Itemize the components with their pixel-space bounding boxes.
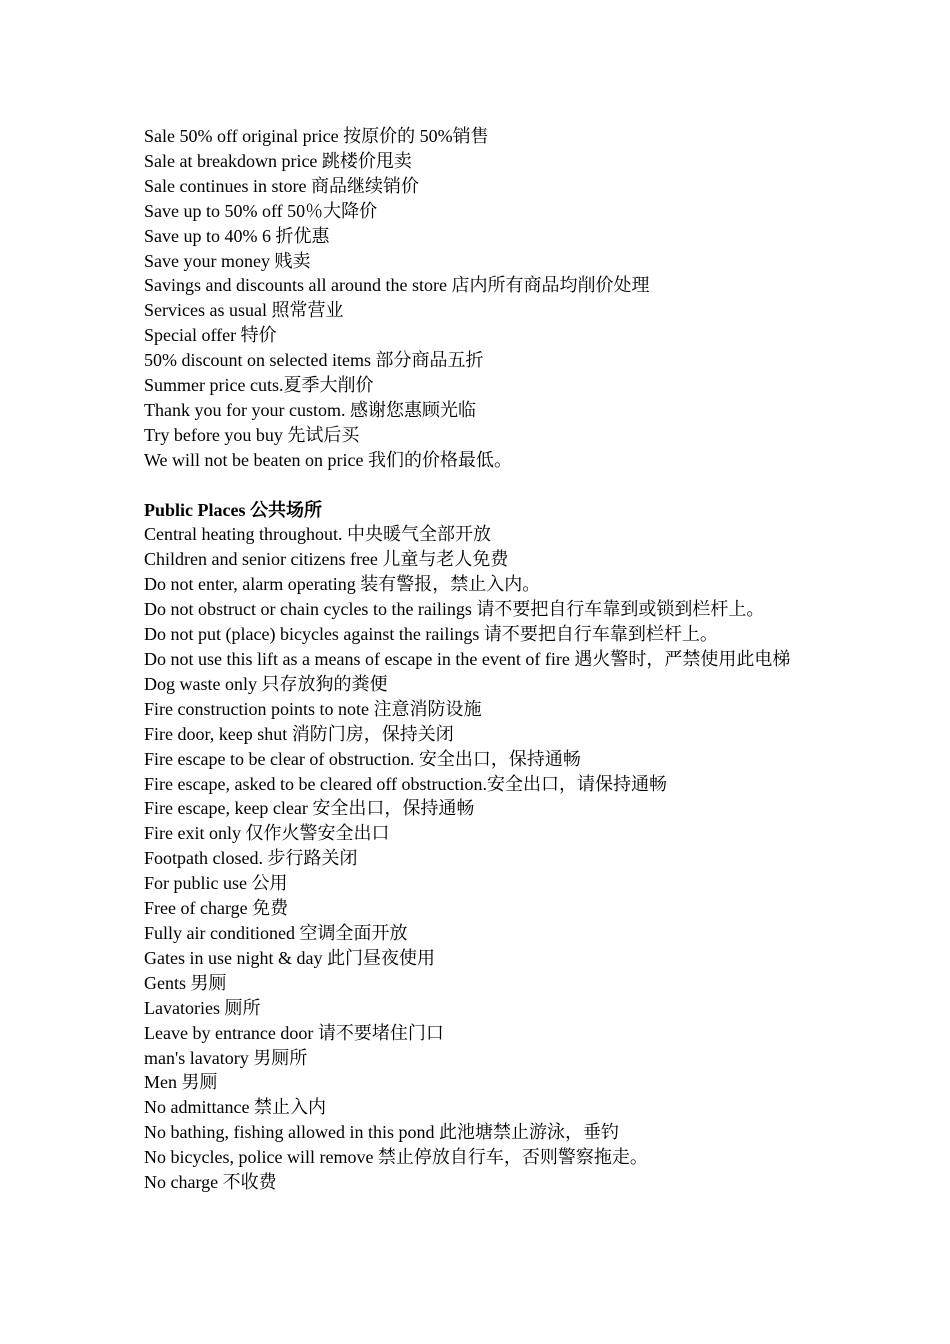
phrase-line: Sale at breakdown price 跳楼价甩卖 <box>144 150 412 171</box>
phrase-line: No bicycles, police will remove 禁止停放自行车，否则警察拖走。 <box>144 1147 648 1168</box>
phrase-line: Save up to 40% 6 折优惠 <box>144 225 330 246</box>
phrase-line: Savings and discounts all around the store 店内所有商品均削价处理 <box>144 275 650 296</box>
phrase-line: Fire door, keep shut 消防门房，保持关闭 <box>144 723 454 744</box>
phrase-line: Services as usual 照常营业 <box>144 300 344 321</box>
phrase-line: Dog waste only 只存放狗的粪便 <box>144 673 388 694</box>
phrase-line: Sale 50% off original price 按原价的 50%销售 <box>144 126 489 146</box>
phrase-line: We will not be beaten on price 我们的价格最低。 <box>144 449 512 470</box>
phrase-line: Do not obstruct or chain cycles to the railings 请不要把自行车靠到或锁到栏杆上。 <box>144 599 765 620</box>
phrase-line: Fire escape, asked to be cleared off obstruction.安全出口，请保持通畅 <box>144 773 668 794</box>
phrase-line: Summer price cuts.夏季大削价 <box>144 375 374 396</box>
section-heading: Public Places 公共场所 <box>144 499 322 520</box>
phrase-line: Fire exit only 仅作火警安全出口 <box>144 823 390 844</box>
phrase-line: No bathing, fishing allowed in this pond 此池塘禁止游泳，垂钓 <box>144 1122 619 1143</box>
phrase-line: No admittance 禁止入内 <box>144 1097 326 1118</box>
document-page <box>144 124 824 1195</box>
phrase-line: For public use 公用 <box>144 873 288 894</box>
phrase-line: Men 男厕 <box>144 1072 218 1093</box>
phrase-line: Gates in use night & day 此门昼夜使用 <box>144 947 435 968</box>
phrase-line: Children and senior citizens free 儿童与老人免费 <box>144 549 509 570</box>
phrase-line: Do not use this lift as a means of escape in the event of fire 遇火警时，严禁使用此电梯 <box>144 649 791 670</box>
phrase-line: Fire escape, keep clear 安全出口，保持通畅 <box>144 798 475 819</box>
phrase-line: Do not put (place) bicycles against the railings 请不要把自行车靠到栏杆上。 <box>144 624 718 645</box>
phrase-line: Fire construction points to note 注意消防设施 <box>144 698 482 719</box>
paragraph-gap <box>144 473 824 498</box>
phrase-line: Fire escape to be clear of obstruction. 安全出口，保持通畅 <box>144 748 581 769</box>
phrase-line: Do not enter, alarm operating 装有警报，禁止入内。 <box>144 574 541 595</box>
phrase-line: Try before you buy 先试后买 <box>144 424 360 445</box>
phrase-line: Footpath closed. 步行路关闭 <box>144 848 358 869</box>
phrase-line: Special offer 特价 <box>144 325 277 346</box>
sale-section <box>144 124 824 473</box>
phrase-line: Sale continues in store 商品继续销价 <box>144 175 419 196</box>
phrase-line: Central heating throughout. 中央暖气全部开放 <box>144 524 491 545</box>
phrase-line: Fully air conditioned 空调全面开放 <box>144 922 408 943</box>
phrase-line: Gents 男厕 <box>144 972 227 993</box>
phrase-line: 50% discount on selected items 部分商品五折 <box>144 350 484 371</box>
phrase-line: Lavatories 厕所 <box>144 997 261 1018</box>
phrase-line: Free of charge 免费 <box>144 898 289 919</box>
phrase-line: Thank you for your custom. 感谢您惠顾光临 <box>144 399 476 420</box>
phrase-line: No charge 不收费 <box>144 1172 277 1193</box>
phrase-line: Leave by entrance door 请不要堵住门口 <box>144 1022 444 1043</box>
phrase-line: man's lavatory 男厕所 <box>144 1047 308 1068</box>
phrase-line: Save your money 贱卖 <box>144 250 311 271</box>
public-places-section <box>144 522 824 1194</box>
phrase-line: Save up to 50% off 50％大降价 <box>144 200 378 221</box>
